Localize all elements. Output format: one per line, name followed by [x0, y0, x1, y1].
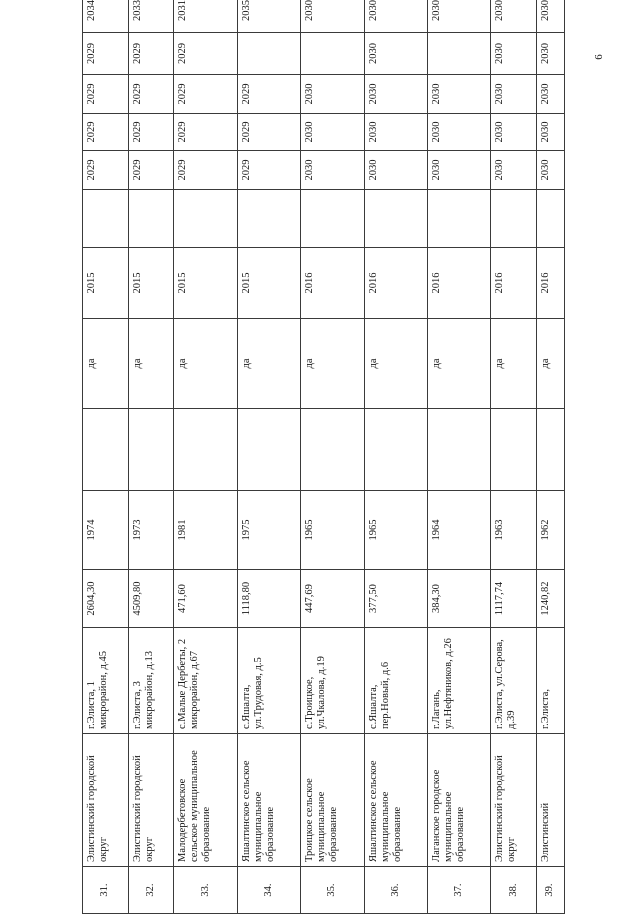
year-included-cell: 2015 — [174, 248, 237, 319]
area-cell: 377,50 — [364, 570, 427, 628]
address-cell: с.Троицкое, ул.Чкалова, д.19 — [301, 628, 364, 734]
year-cell-5 — [237, 33, 300, 75]
municipality-cell: Элистинский городской округ — [491, 734, 537, 867]
flag-cell: да — [237, 319, 300, 409]
year-cell-5: 2029 — [174, 33, 237, 75]
year-built-cell: 1964 — [427, 491, 490, 570]
address-cell: г.Элиста, 1 микрорайон, д.45 — [83, 628, 129, 734]
year-built-cell: 1962 — [536, 491, 564, 570]
row-index: 36. — [364, 867, 427, 914]
year-cell-3: 2029 — [237, 114, 300, 151]
table-row — [83, 0, 129, 914]
year-cell-2: 2029 — [128, 151, 174, 190]
year-cell-1 — [427, 190, 490, 248]
table-row — [128, 0, 174, 914]
year-built-cell: 1965 — [301, 491, 364, 570]
empty-cell — [301, 409, 364, 491]
year-cell-6: 2030 — [364, 0, 427, 33]
year-built-cell: 1965 — [364, 491, 427, 570]
area-cell: 4509,80 — [128, 570, 174, 628]
table-row — [174, 0, 237, 914]
municipality-cell: Яшалтинское сельское муниципальное образование — [237, 734, 300, 867]
address-cell: с.Яшалта, ул.Трудовая, д.5 — [237, 628, 300, 734]
flag-cell: да — [536, 319, 564, 409]
year-cell-1 — [174, 190, 237, 248]
area-cell: 1240,82 — [536, 570, 564, 628]
row-index: 35. — [301, 867, 364, 914]
address-cell: г.Элиста, 3 микрорайон, д.13 — [128, 628, 174, 734]
empty-cell — [174, 409, 237, 491]
area-cell: 2604,30 — [83, 570, 129, 628]
year-cell-5: 2030 — [536, 33, 564, 75]
address-cell: г.Лагань, ул.Нефтяников, д.26 — [427, 628, 490, 734]
table-container — [82, 0, 565, 914]
address-cell: с.Яшалта, пер.Новый, д.6 — [364, 628, 427, 734]
row-index: 37. — [427, 867, 490, 914]
flag-cell: да — [427, 319, 490, 409]
year-cell-4: 2029 — [83, 75, 129, 114]
year-cell-4: 2030 — [491, 75, 537, 114]
flag-cell: да — [364, 319, 427, 409]
row-index: 31. — [83, 867, 129, 914]
year-cell-3: 2030 — [536, 114, 564, 151]
year-cell-1 — [83, 190, 129, 248]
year-built-cell: 1981 — [174, 491, 237, 570]
empty-cell — [364, 409, 427, 491]
year-built-cell: 1975 — [237, 491, 300, 570]
year-cell-2: 2029 — [237, 151, 300, 190]
row-index: 39. — [536, 867, 564, 914]
flag-cell: да — [83, 319, 129, 409]
year-cell-1 — [536, 190, 564, 248]
year-cell-5: 2029 — [128, 33, 174, 75]
empty-cell — [83, 409, 129, 491]
year-cell-4: 2029 — [174, 75, 237, 114]
page-number: 6 — [593, 54, 605, 60]
area-cell: 384,30 — [427, 570, 490, 628]
municipality-cell: Троицкое сельское муниципальное образование — [301, 734, 364, 867]
municipality-cell: Элистинский городской округ — [128, 734, 174, 867]
year-cell-6: 2030 — [301, 0, 364, 33]
year-cell-2: 2029 — [83, 151, 129, 190]
year-cell-5 — [427, 33, 490, 75]
year-included-cell: 2016 — [536, 248, 564, 319]
year-cell-2: 2029 — [174, 151, 237, 190]
area-cell: 1118,80 — [237, 570, 300, 628]
municipality-cell: Элистинский — [536, 734, 564, 867]
year-cell-2: 2030 — [427, 151, 490, 190]
year-cell-4: 2029 — [128, 75, 174, 114]
year-cell-6: 2033 — [128, 0, 174, 33]
year-cell-3: 2030 — [491, 114, 537, 151]
flag-cell: да — [174, 319, 237, 409]
year-cell-3: 2029 — [83, 114, 129, 151]
area-cell: 1117,74 — [491, 570, 537, 628]
flag-cell: да — [491, 319, 537, 409]
address-cell: г.Элиста, ул.Серова, д.39 — [491, 628, 537, 734]
municipality-cell: Элистинский городской округ — [83, 734, 129, 867]
year-cell-6: 2030 — [536, 0, 564, 33]
address-cell: с.Малые Дербеты, 2 микрорайон, д.67 — [174, 628, 237, 734]
year-cell-6: 2031 — [174, 0, 237, 33]
year-cell-4: 2030 — [364, 75, 427, 114]
year-cell-6: 2030 — [427, 0, 490, 33]
year-cell-2: 2030 — [491, 151, 537, 190]
address-cell: г.Элиста, — [536, 628, 564, 734]
flag-cell: да — [301, 319, 364, 409]
row-index: 33. — [174, 867, 237, 914]
row-index: 38. — [491, 867, 537, 914]
year-cell-2: 2030 — [364, 151, 427, 190]
empty-cell — [237, 409, 300, 491]
year-cell-2: 2030 — [536, 151, 564, 190]
table-row — [427, 0, 490, 914]
housing-program-table — [82, 0, 565, 914]
year-cell-4: 2030 — [536, 75, 564, 114]
row-index: 32. — [128, 867, 174, 914]
year-included-cell: 2016 — [491, 248, 537, 319]
year-cell-3: 2030 — [364, 114, 427, 151]
table-row — [491, 0, 537, 914]
year-cell-5 — [301, 33, 364, 75]
year-cell-1 — [237, 190, 300, 248]
year-built-cell: 1973 — [128, 491, 174, 570]
year-cell-1 — [301, 190, 364, 248]
year-built-cell: 1974 — [83, 491, 129, 570]
year-cell-5: 2029 — [83, 33, 129, 75]
year-built-cell: 1963 — [491, 491, 537, 570]
year-included-cell: 2015 — [83, 248, 129, 319]
year-cell-5: 2030 — [491, 33, 537, 75]
table-row — [301, 0, 364, 914]
year-cell-6: 2034 — [83, 0, 129, 33]
year-cell-5: 2030 — [364, 33, 427, 75]
year-included-cell: 2016 — [364, 248, 427, 319]
municipality-cell: Лаганское городское муниципальное образование — [427, 734, 490, 867]
year-cell-4: 2030 — [427, 75, 490, 114]
year-cell-2: 2030 — [301, 151, 364, 190]
year-cell-3: 2029 — [174, 114, 237, 151]
table-row — [237, 0, 300, 914]
year-cell-1 — [128, 190, 174, 248]
row-index: 34. — [237, 867, 300, 914]
municipality-cell: Яшалтинское сельское муниципальное образование — [364, 734, 427, 867]
empty-cell — [128, 409, 174, 491]
year-included-cell: 2016 — [301, 248, 364, 319]
area-cell: 471,60 — [174, 570, 237, 628]
year-cell-1 — [491, 190, 537, 248]
year-cell-4: 2030 — [301, 75, 364, 114]
year-cell-3: 2029 — [128, 114, 174, 151]
empty-cell — [536, 409, 564, 491]
year-included-cell: 2016 — [427, 248, 490, 319]
year-cell-3: 2030 — [301, 114, 364, 151]
flag-cell: да — [128, 319, 174, 409]
table-row — [364, 0, 427, 914]
table-row — [536, 0, 564, 914]
area-cell: 447,69 — [301, 570, 364, 628]
year-cell-4: 2029 — [237, 75, 300, 114]
year-cell-3: 2030 — [427, 114, 490, 151]
empty-cell — [491, 409, 537, 491]
empty-cell — [427, 409, 490, 491]
year-included-cell: 2015 — [237, 248, 300, 319]
year-cell-1 — [364, 190, 427, 248]
year-cell-6: 2035 — [237, 0, 300, 33]
year-cell-6: 2030 — [491, 0, 537, 33]
year-included-cell: 2015 — [128, 248, 174, 319]
municipality-cell: Малодербетовское сельское муниципальное образование — [174, 734, 237, 867]
table-body — [83, 0, 565, 914]
